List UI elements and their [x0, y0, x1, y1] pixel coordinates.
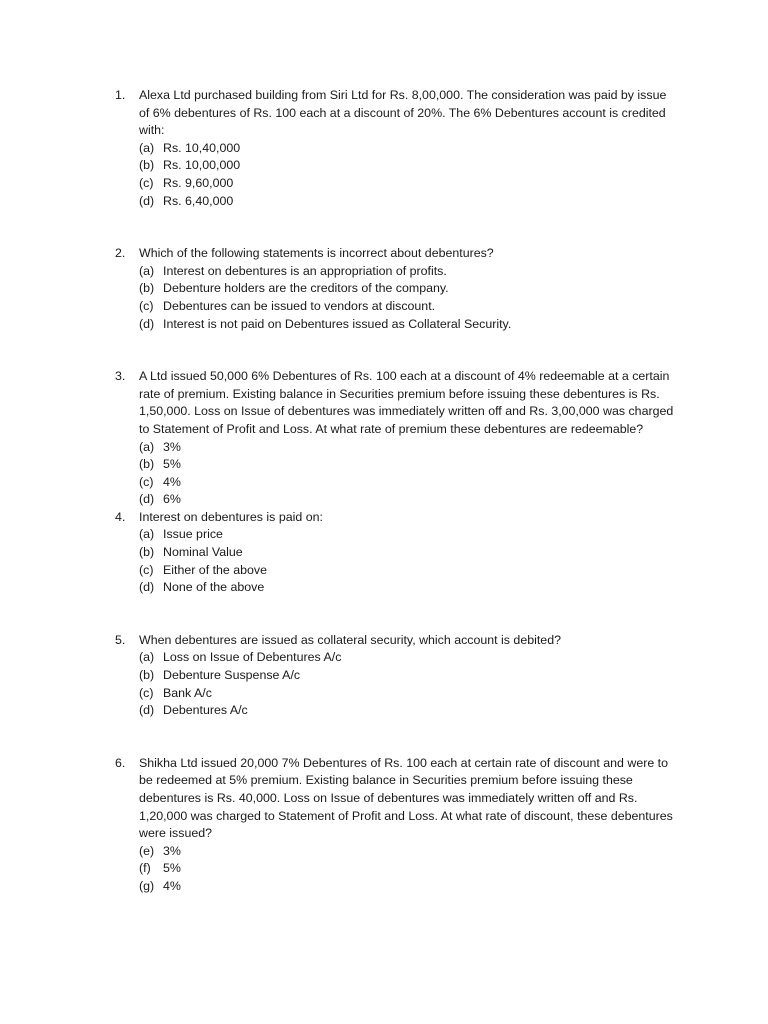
option-label: (b): [139, 281, 155, 296]
option-label: (c): [139, 685, 154, 700]
question-text: Alexa Ltd purchased building from Siri Ltd for Rs. 8,00,000. The consideration was paid by issue of 6% debentures of Rs. 100 each at a discount of 20%. The 6% Debentures account is credited with:: [139, 88, 667, 138]
option-list: [139, 526, 675, 596]
option-text: Rs. 10,40,000: [163, 140, 241, 155]
option-a: [139, 526, 675, 544]
option-list: [139, 140, 675, 210]
question-text: Which of the following statements is incorrect about debentures?: [139, 246, 494, 261]
option-a: [139, 140, 675, 158]
option-label: (a): [139, 263, 155, 278]
option-g: [139, 878, 675, 896]
option-text: Rs. 9,60,000: [163, 175, 234, 190]
option-text: 3%: [163, 439, 181, 454]
option-label: (a): [139, 439, 155, 454]
option-text: Loss on Issue of Debentures A/c: [163, 650, 342, 665]
option-label: (d): [139, 193, 155, 208]
option-a: [139, 649, 675, 667]
option-label: (a): [139, 140, 155, 155]
question-number: 2.: [115, 246, 126, 261]
option-label: (e): [139, 843, 155, 858]
question-text: Interest on debentures is paid on:: [139, 509, 323, 524]
question-list: [115, 87, 675, 896]
option-b: [139, 280, 675, 298]
option-text: Debenture Suspense A/c: [163, 668, 301, 683]
option-list: [139, 263, 675, 333]
option-label: (d): [139, 580, 155, 595]
option-text: Debentures A/c: [163, 703, 248, 718]
option-label: (c): [139, 474, 154, 489]
option-text: 6%: [163, 492, 181, 507]
option-label: (d): [139, 316, 155, 331]
option-b: [139, 544, 675, 562]
option-label: (a): [139, 527, 155, 542]
option-text: Issue price: [163, 527, 223, 542]
question-text: A Ltd issued 50,000 6% Debentures of Rs. 100 each at a discount of 4% redeemable at a certain rate of premium. Existing balance in Securities premium before issuing these debentures is Rs. 1,50,000. Loss on Issue of debentures was immediately written off and Rs. 3,00,000 was charged to Statement of Profit and Loss. At what rate of premium these debentures are redeemable?: [139, 369, 674, 436]
option-list: [139, 439, 675, 509]
question-3: [115, 368, 675, 509]
option-a: [139, 263, 675, 281]
option-label: (b): [139, 457, 155, 472]
option-text: Debentures can be issued to vendors at discount.: [163, 298, 436, 313]
option-label: (g): [139, 878, 155, 893]
option-text: Interest on debentures is an appropriation of profits.: [163, 263, 447, 278]
option-b: [139, 667, 675, 685]
option-c: [139, 298, 675, 316]
option-text: Interest is not paid on Debentures issued as Collateral Security.: [163, 316, 512, 331]
question-number: 6.: [115, 755, 126, 770]
question-1: [115, 87, 675, 210]
option-label: (d): [139, 703, 155, 718]
option-label: (c): [139, 562, 154, 577]
question-4: [115, 509, 675, 597]
option-text: Either of the above: [163, 562, 268, 577]
option-a: [139, 439, 675, 457]
option-label: (d): [139, 492, 155, 507]
option-c: [139, 685, 675, 703]
question-number: 1.: [115, 88, 126, 102]
option-d: [139, 316, 675, 334]
option-c: [139, 474, 675, 492]
question-text: Shikha Ltd issued 20,000 7% Debentures of Rs. 100 each at certain rate of discount and were to be redeemed at 5% premium. Existing balance in Securities premium before issuing these debentures is Rs. 40,000. Loss on Issue of debentures was immediately written off and Rs. 1,20,000 was charged to Statement of Profit and Loss. At what rate of discount, these debentures were issued?: [139, 755, 673, 841]
option-text: 4%: [163, 878, 181, 893]
option-b: [139, 157, 675, 175]
option-text: 5%: [163, 861, 181, 876]
option-list: [139, 649, 675, 719]
option-label: (b): [139, 158, 155, 173]
option-label: (c): [139, 175, 154, 190]
option-label: (b): [139, 668, 155, 683]
option-d: [139, 193, 675, 211]
option-text: Bank A/c: [163, 685, 212, 700]
option-text: 4%: [163, 474, 181, 489]
option-text: 5%: [163, 457, 181, 472]
option-text: 3%: [163, 843, 181, 858]
question-number: 5.: [115, 632, 126, 647]
option-text: Rs. 10,00,000: [163, 158, 241, 173]
option-label: (b): [139, 545, 155, 560]
option-d: [139, 491, 675, 509]
option-label: (a): [139, 650, 155, 665]
question-number: 3.: [115, 369, 126, 384]
question-5: [115, 632, 675, 720]
option-e: [139, 843, 675, 861]
question-text: When debentures are issued as collateral security, which account is debited?: [139, 632, 561, 647]
option-c: [139, 562, 675, 580]
option-list: [139, 843, 675, 896]
question-number: 4.: [115, 509, 126, 524]
question-2: [115, 245, 675, 333]
option-text: Debenture holders are the creditors of the company.: [163, 281, 449, 296]
option-c: [139, 175, 675, 193]
option-d: [139, 702, 675, 720]
option-f: [139, 860, 675, 878]
question-6: [115, 755, 675, 896]
option-b: [139, 456, 675, 474]
option-d: [139, 579, 675, 597]
option-label: (f): [139, 861, 151, 876]
option-text: Rs. 6,40,000: [163, 193, 234, 208]
option-text: Nominal Value: [163, 545, 243, 560]
option-label: (c): [139, 298, 154, 313]
option-text: None of the above: [163, 580, 265, 595]
